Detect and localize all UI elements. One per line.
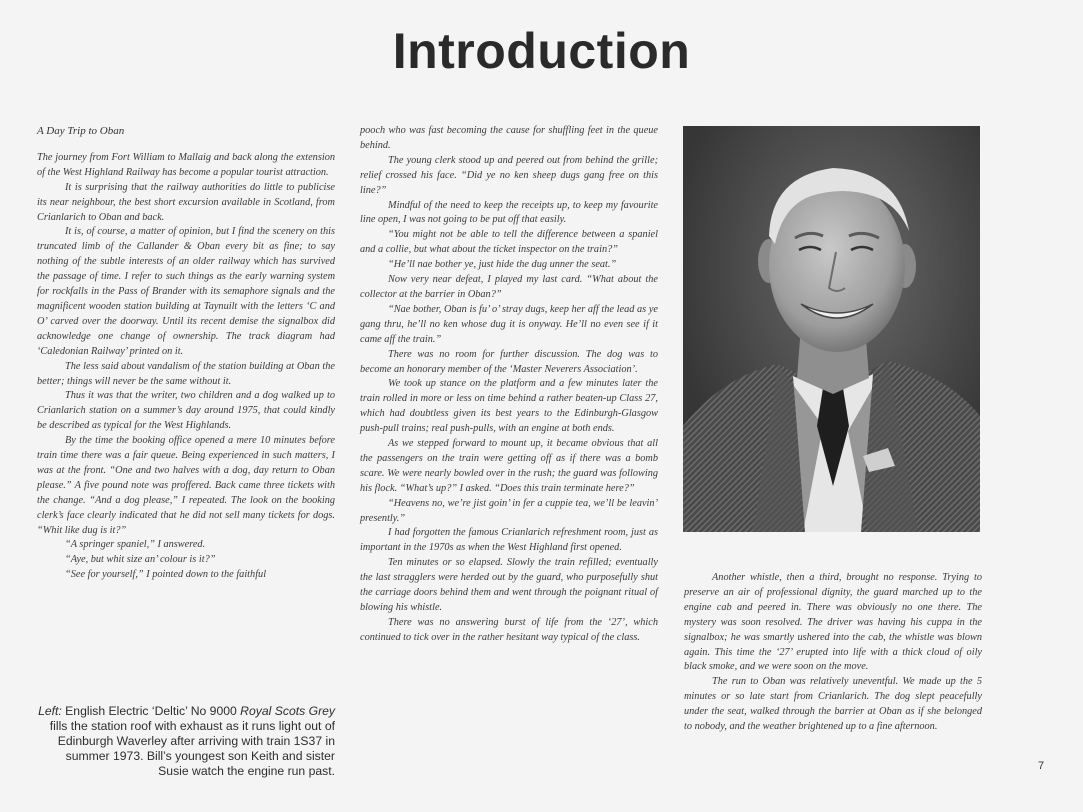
paragraph: Now very near defeat, I played my last card. “What about the collector at the barrier in Oban?”	[360, 274, 658, 300]
paragraph: “A springer spaniel,” I answered.	[65, 539, 206, 551]
photo-caption	[37, 704, 335, 779]
paragraph: “Heavens no, we’re jist goin’ in fer a cuppie tea, we’ll be leavin’ presently.”	[360, 497, 658, 524]
paragraph: Mindful of the need to keep the receipts up, to keep my favourite line open, I was not going to be put off that easily.	[360, 199, 658, 226]
caption-text-continued: fills the station roof with exhaust as it runs light out of Edinburgh Waverley after arriving with train 1S37 in summer 1973. Bill’s youngest son Keith and sister Susie watch the engine run past.	[49, 719, 335, 778]
caption-prefix: Left:	[38, 704, 62, 718]
paragraph: Ten minutes or so elapsed. Slowly the train refilled; eventually the last stragglers were herded out by the guard, who purposefully shut the carriage doors behind them and went through the poignant ritual of blowing his whistle.	[360, 557, 658, 613]
paragraph: As we stepped forward to mount up, it became obvious that all the passengers on the train were getting off as if there was a bomb scare. We were nearly bowled over in the rush; the guard was following his flock. “What’s up?” I asked. “Does this train terminate here?”	[360, 438, 658, 494]
paragraph: There was no room for further discussion. The dog was to become an honorary member of the ‘Master Neverers Association’.	[360, 348, 658, 375]
paragraph: I had forgotten the famous Crianlarich refreshment room, just as important in the 1970s as when the West Highland first opened.	[360, 527, 658, 554]
caption-locomotive-name: Royal Scots Grey	[240, 704, 335, 718]
paragraph: The journey from Fort William to Mallaig and back along the extension of the West Highland Railway has become a popular tourist attraction.	[37, 151, 335, 178]
paragraph: “See for yourself,” I pointed down to the faithful	[65, 569, 267, 581]
paragraph: The young clerk stood up and peered out from behind the grille; relief crossed his face. “Did ye no ken sheep dugs gang free on this line?”	[360, 154, 658, 196]
paragraph: By the time the booking office opened a mere 10 minutes before train time there was a fair queue. Being experienced in such matters, I was at the front. “One and two halves with a dog, day return to Oban please.” A five pound note was proffered. Back came three tickets with the change. “And a dog please,” I repeated. The look on the booking clerk’s face clearly indicated that he did not sell many tickets for dogs. “Whit like dug is it?”	[37, 435, 335, 536]
page-number: 7	[1038, 760, 1045, 772]
caption-text: English Electric ‘Deltic’ No 9000	[61, 704, 241, 718]
portrait-photo	[683, 126, 980, 532]
paragraph: The less said about vandalism of the station building at Oban the better; things will never be the same without it.	[37, 360, 335, 387]
paragraph: “Aye, but whit size an’ colour is it?”	[65, 554, 216, 566]
article-column-2	[360, 124, 658, 646]
article-heading: A Day Trip to Oban	[37, 125, 125, 137]
page-title: Introduction	[392, 23, 691, 79]
paragraph: “Nae bother, Oban is fu’ o’ stray dugs, keep her aff the lead as ye gang thru, he’ll no ken whose dug it is onyway. He’ll no even see if it came aff the train.”	[360, 303, 658, 345]
paragraph: “You might not be able to tell the difference between a spaniel and a collie, but what about the ticket inspector on the train?”	[360, 229, 658, 256]
paragraph: “He’ll nae bother ye, just hide the dug unner the seat.”	[388, 259, 617, 271]
paragraph: Another whistle, then a third, brought no response. Trying to preserve an air of professional dignity, the guard marched up to the engine cab and peered in. There was obviously no one there. The mystery was soon resolved. The driver was having his cuppa in the signalbox; he was smartly ushered into the cab, the whistle was blown again. This time the ‘27’ erupted into life with a thick cloud of oily black smoke, and we were soon on the move.	[684, 572, 982, 673]
paragraph: Thus it was that the writer, two children and a dog walked up to Crianlarich station on a summer’s day around 1975, that could kindly be described as typical for the West Highlands.	[37, 390, 335, 432]
paragraph: There was no answering burst of life from the ‘27’, which continued to tick over in the rather hesitant way typical of the class.	[360, 616, 658, 643]
portrait-illustration	[683, 126, 980, 532]
paragraph: The run to Oban was relatively uneventful. We made up the 5 minutes or so late start from Crianlarich. The dog slept peacefully under the seat, walked through the barrier at Oban as if she belonged to nobody, and the weather brightened up to a fine afternoon.	[684, 676, 982, 733]
article-column-1	[37, 124, 335, 583]
article-column-3	[684, 571, 982, 735]
paragraph: We took up stance on the platform and a few minutes later the train rolled in more or less on time behind a rather beaten-up Class 27, which had doubtless given its best years to the Edinburgh-Glasgow push-pull trains; real push-pulls, with an engine at both ends.	[360, 378, 658, 435]
paragraph: It is surprising that the railway authorities do little to publicise its near neighbour, the best short excursion available in Scotland, from Crianlarich to Oban and back.	[37, 181, 335, 223]
paragraph: It is, of course, a matter of opinion, but I find the scenery on this truncated limb of the Callander & Oban every bit as fine; to say nothing of the subtle interests of an older railway which has survived the passage of time. I refer to such things as the early warning system for rockfalls in the Pass of Brander with its semaphore signals and the magnificent wooden station building at Taynuilt with the letters ‘C and O’ carved over the doorway. Until its recent demise the signalbox did acknowledge one change of ownership. The track diagram had ‘Caledonian Railway’ printed on it.	[37, 226, 335, 357]
paragraph: pooch who was fast becoming the cause for shuffling feet in the queue behind.	[360, 125, 658, 151]
